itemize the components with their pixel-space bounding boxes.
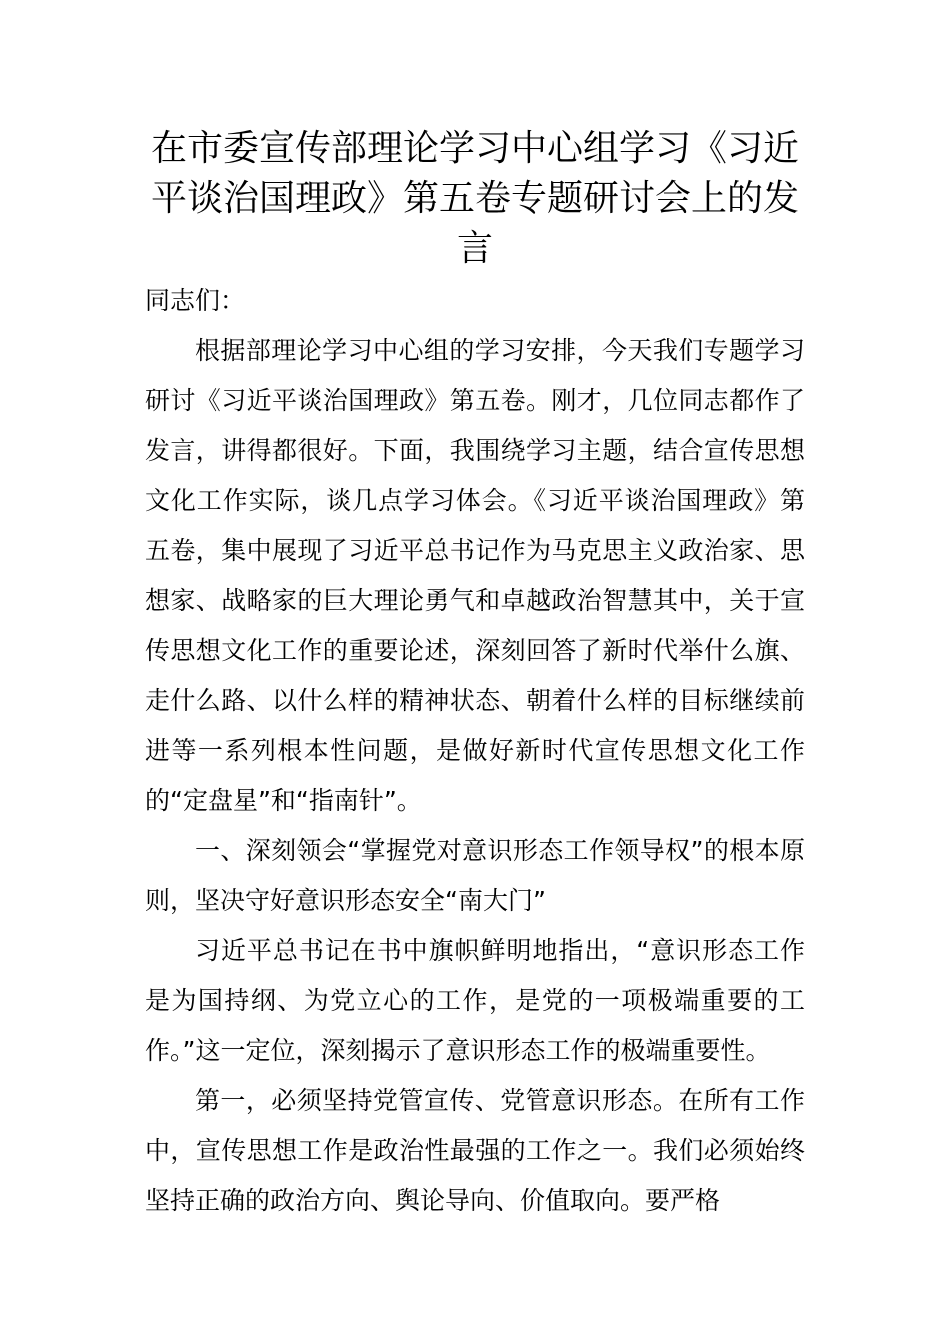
document-body [145, 276, 805, 1226]
paragraph-intro: 根据部理论学习中心组的学习安排，今天我们专题学习研讨《习近平谈治国理政》第五卷。刚才，几位同志都作了发言，讲得都很好。下面，我围绕学习主题，结合宣传思想文化工作实际，谈几点学习体会。《习近平谈治国理政》第五卷，集中展现了习近平总书记作为马克思主义政治家、思想家、战略家的巨大理论勇气和卓越政治智慧其中，关于宣传思想文化工作的重要论述，深刻回答了新时代举什么旗、走什么路、以什么样的精神状态、朝着什么样的目标继续前进等一系列根本性问题，是做好新时代宣传思想文化工作的“定盘星”和“指南针”。 [145, 336, 805, 815]
section-heading-1: 一、深刻领会“掌握党对意识形态工作领导权”的根本原则，坚决守好意识形态安全“南大门” [145, 836, 805, 915]
paragraph-point-1: 第一，必须坚持党管宣传、党管意识形态。在所有工作中，宣传思想工作是政治性最强的工作之一。我们必须始终坚持正确的政治方向、舆论导向、价值取向。要严格 [145, 1086, 805, 1215]
salutation: 同志们： [145, 286, 246, 315]
document-title: 在市委宣传部理论学习中心组学习《习近平谈治国理政》第五卷专题研讨会上的发言 [150, 128, 799, 269]
paragraph-quote: 习近平总书记在书中旗帜鲜明地指出，“意识形态工作是为国持纲、为党立心的工作，是党的一项极端重要的工作。”这一定位，深刻揭示了意识形态工作的极端重要性。 [145, 936, 805, 1065]
